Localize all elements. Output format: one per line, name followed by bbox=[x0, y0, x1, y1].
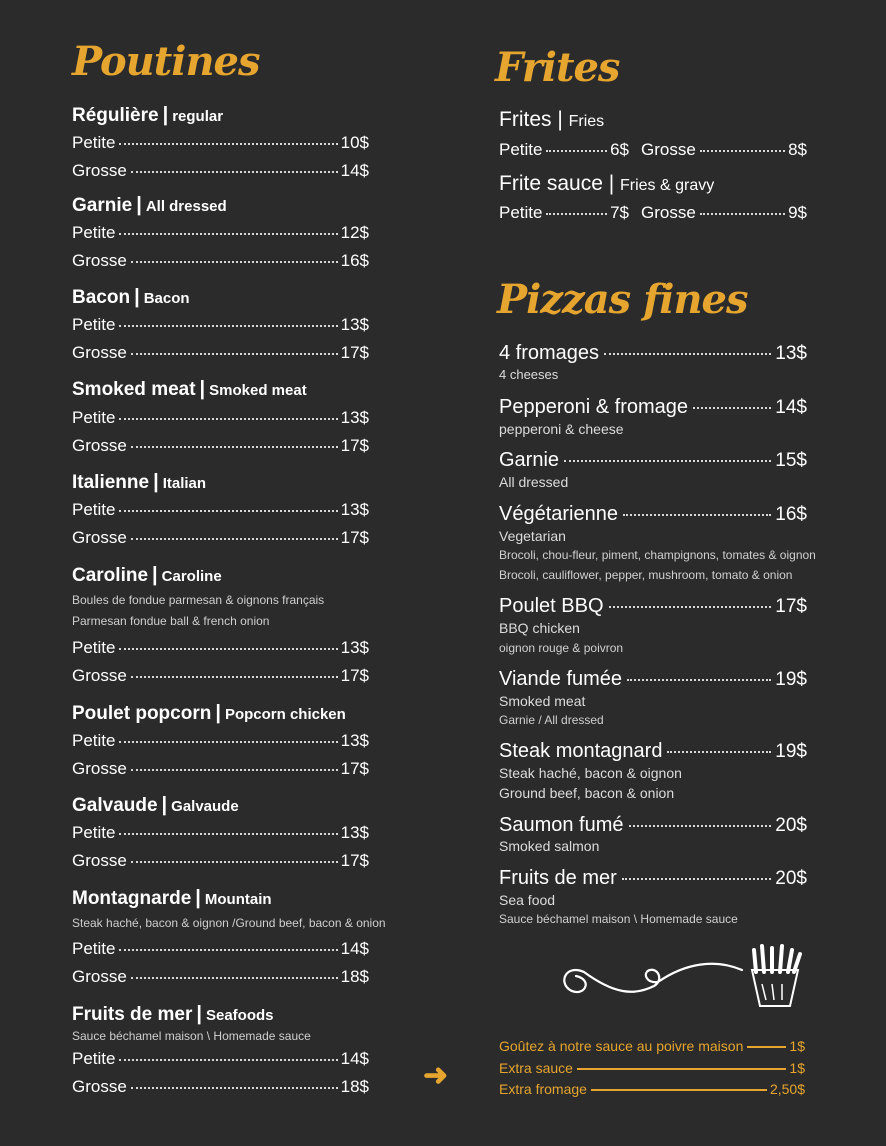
price-row bbox=[72, 823, 369, 843]
price: 13$ bbox=[340, 408, 369, 427]
size-label: Petite bbox=[499, 203, 543, 222]
size-label: Petite bbox=[72, 133, 116, 152]
price: 14$ bbox=[340, 161, 369, 180]
pizza-item bbox=[499, 449, 807, 472]
pizza-item bbox=[499, 668, 807, 691]
pizza-subtitle: BBQ chicken bbox=[499, 620, 580, 636]
size-label: Petite bbox=[499, 140, 543, 159]
pizza-name: Fruits de mer bbox=[499, 867, 617, 889]
price-row bbox=[72, 939, 369, 959]
price-row bbox=[72, 851, 369, 871]
pizza-subtitle: Ground beef, bacon & onion bbox=[499, 785, 675, 801]
price-row bbox=[72, 251, 369, 271]
price: 20$ bbox=[775, 815, 807, 836]
extra-row bbox=[499, 1060, 805, 1076]
price-row bbox=[72, 967, 369, 987]
item-name-en: Smoked meat bbox=[209, 382, 307, 399]
item-name-en: Popcorn chicken bbox=[224, 706, 346, 723]
pizza-name: Viande fumée bbox=[499, 668, 623, 690]
size-label: Grosse bbox=[72, 666, 127, 685]
pizza-item bbox=[499, 595, 807, 618]
price: 2,50$ bbox=[769, 1081, 805, 1097]
price: 13$ bbox=[340, 315, 369, 334]
poutine-item-fruits-de-mer: Fruits de mer | Seafoods bbox=[72, 1003, 274, 1025]
size-label: Grosse bbox=[72, 851, 127, 870]
pizza-name: 4 fromages bbox=[499, 342, 600, 364]
item-name-fr: Poulet popcorn bbox=[72, 703, 212, 724]
pizza-ingredients: Garnie / All dressed bbox=[499, 713, 604, 727]
pizza-subtitle: Smoked meat bbox=[499, 693, 586, 709]
item-name-fr: Garnie bbox=[72, 195, 133, 216]
size-label: Grosse bbox=[72, 967, 127, 986]
item-name-en: Caroline bbox=[161, 568, 222, 585]
poutine-item-galvaude: Galvaude | Galvaude bbox=[72, 794, 239, 816]
extra-label: Extra fromage bbox=[499, 1081, 587, 1097]
price: 20$ bbox=[775, 868, 807, 889]
price: 8$ bbox=[788, 140, 807, 159]
price: 17$ bbox=[340, 436, 369, 455]
price: 14$ bbox=[775, 397, 807, 418]
item-name-fr: Smoked meat bbox=[72, 379, 196, 400]
swirl-flourish-icon bbox=[554, 940, 810, 1010]
price-row bbox=[72, 731, 369, 751]
price-row bbox=[72, 500, 369, 520]
item-name-fr: Caroline bbox=[72, 565, 149, 586]
price-row bbox=[72, 638, 369, 658]
frites-price-row bbox=[499, 140, 807, 160]
extra-row bbox=[499, 1038, 805, 1054]
extra-label: Goûtez à notre sauce au poivre maison bbox=[499, 1038, 744, 1054]
size-label: Petite bbox=[72, 823, 116, 842]
price: 17$ bbox=[340, 528, 369, 547]
price-row bbox=[72, 315, 369, 335]
size-label: Petite bbox=[72, 731, 116, 750]
item-name-fr: Bacon bbox=[72, 287, 131, 308]
price: 18$ bbox=[340, 1077, 369, 1096]
item-name-fr: Régulière bbox=[72, 105, 159, 126]
pizza-item bbox=[499, 396, 807, 419]
price: 16$ bbox=[775, 504, 807, 525]
pizza-ingredients: oignon rouge & poivron bbox=[499, 641, 624, 655]
price-row bbox=[72, 436, 369, 456]
item-name-en: All dressed bbox=[145, 198, 227, 215]
pizza-name: Pepperoni & fromage bbox=[499, 396, 689, 418]
item-description: Steak haché, bacon & oignon /Ground beef, bacon & onion bbox=[72, 916, 386, 930]
size-label: Petite bbox=[72, 939, 116, 958]
price: 1$ bbox=[789, 1060, 805, 1076]
price: 10$ bbox=[340, 133, 369, 152]
price-row bbox=[72, 759, 369, 779]
pizza-subtitle: All dressed bbox=[499, 474, 569, 490]
pizza-subtitle: 4 cheeses bbox=[499, 367, 559, 382]
price-row bbox=[72, 133, 369, 153]
price-row bbox=[72, 343, 369, 363]
poutine-item-montagnarde: Montagnarde | Mountain bbox=[72, 887, 272, 909]
price: 12$ bbox=[340, 223, 369, 242]
poutine-item-bacon: Bacon | Bacon bbox=[72, 286, 190, 308]
poutine-item-italienne: Italienne | Italian bbox=[72, 471, 207, 493]
frites-title: Frites bbox=[495, 44, 620, 91]
price: 13$ bbox=[340, 638, 369, 657]
size-label: Grosse bbox=[72, 343, 127, 362]
item-name-fr: Italienne bbox=[72, 472, 150, 493]
size-label: Petite bbox=[72, 223, 116, 242]
price-row bbox=[72, 223, 369, 243]
price-row bbox=[72, 161, 369, 181]
item-name-fr: Frites bbox=[499, 108, 552, 131]
pizza-name: Saumon fumé bbox=[499, 814, 624, 836]
extra-label: Extra sauce bbox=[499, 1060, 573, 1076]
price: 13$ bbox=[340, 500, 369, 519]
price: 13$ bbox=[340, 731, 369, 750]
price: 16$ bbox=[340, 251, 369, 270]
price-row bbox=[72, 666, 369, 686]
item-name-en: Italian bbox=[162, 475, 207, 492]
pizza-ingredients: Sauce béchamel maison \ Homemade sauce bbox=[499, 912, 738, 926]
size-label: Petite bbox=[72, 638, 116, 657]
item-name-en: Fries bbox=[568, 113, 605, 130]
item-description: Parmesan fondue ball & french onion bbox=[72, 614, 270, 628]
size-label: Petite bbox=[72, 500, 116, 519]
frites-item-frites: Frites | Fries bbox=[499, 108, 605, 131]
poutine-item-caroline: Caroline | Caroline bbox=[72, 564, 222, 586]
size-label: Grosse bbox=[72, 759, 127, 778]
item-description: Boules de fondue parmesan & oignons français bbox=[72, 593, 325, 607]
size-label: Grosse bbox=[72, 1077, 127, 1096]
price: 18$ bbox=[340, 967, 369, 986]
poutine-item-poulet-popcorn: Poulet popcorn | Popcorn chicken bbox=[72, 702, 346, 724]
poutines-title: Poutines bbox=[72, 38, 260, 85]
fries-icon bbox=[752, 946, 800, 1006]
pizza-name: Garnie bbox=[499, 449, 560, 471]
pizza-item bbox=[499, 867, 807, 890]
poutine-item-smoked-meat: Smoked meat | Smoked meat bbox=[72, 378, 307, 400]
size-label: Grosse bbox=[641, 203, 696, 222]
pizza-item bbox=[499, 740, 807, 763]
pizza-subtitle: Sea food bbox=[499, 892, 556, 908]
price-row bbox=[72, 528, 369, 548]
item-name-en: Galvaude bbox=[171, 798, 239, 815]
item-name-en: regular bbox=[172, 108, 224, 125]
pizzas-title: Pizzas fines bbox=[497, 276, 748, 323]
price: 13$ bbox=[775, 343, 807, 364]
pizza-name: Végétarienne bbox=[499, 503, 618, 525]
pizza-item bbox=[499, 814, 807, 837]
price: 14$ bbox=[340, 1049, 369, 1068]
pizza-name: Steak montagnard bbox=[499, 740, 663, 762]
pizza-item bbox=[499, 503, 807, 526]
price-row bbox=[72, 1049, 369, 1069]
pizza-ingredients: Brocoli, chou-fleur, piment, champignons, tomates & oignon bbox=[499, 548, 816, 562]
size-label: Grosse bbox=[72, 528, 127, 547]
poutine-item-garnie: Garnie | All dressed bbox=[72, 194, 227, 216]
extra-row bbox=[499, 1081, 805, 1097]
pizza-subtitle: Smoked salmon bbox=[499, 838, 600, 854]
price: 6$ bbox=[610, 140, 629, 159]
price: 17$ bbox=[775, 596, 807, 617]
size-label: Grosse bbox=[641, 140, 696, 159]
price: 19$ bbox=[775, 741, 807, 762]
item-name-en: Bacon bbox=[143, 290, 190, 307]
item-name-fr: Galvaude bbox=[72, 795, 158, 816]
item-name-en: Fries & gravy bbox=[620, 177, 715, 194]
size-label: Grosse bbox=[72, 161, 127, 180]
price: 13$ bbox=[340, 823, 369, 842]
price: 17$ bbox=[340, 666, 369, 685]
size-label: Grosse bbox=[72, 436, 127, 455]
price: 7$ bbox=[610, 203, 629, 222]
size-label: Petite bbox=[72, 408, 116, 427]
price: 17$ bbox=[340, 851, 369, 870]
item-name-en: Mountain bbox=[204, 891, 272, 908]
frites-item-frite-sauce: Frite sauce | Fries & gravy bbox=[499, 172, 715, 195]
price: 1$ bbox=[789, 1038, 805, 1054]
size-label: Petite bbox=[72, 315, 116, 334]
price-row bbox=[72, 408, 369, 428]
price-row bbox=[72, 1077, 369, 1097]
poutine-item-reguliere: Régulière | regular bbox=[72, 104, 224, 126]
pizza-name: Poulet BBQ bbox=[499, 595, 604, 617]
pizza-subtitle: pepperoni & cheese bbox=[499, 421, 624, 437]
item-name-fr: Montagnarde bbox=[72, 888, 192, 909]
pizza-subtitle: Vegetarian bbox=[499, 528, 566, 544]
pizza-item bbox=[499, 342, 807, 365]
price: 19$ bbox=[775, 669, 807, 690]
price: 14$ bbox=[340, 939, 369, 958]
price: 9$ bbox=[788, 203, 807, 222]
item-description: Sauce béchamel maison \ Homemade sauce bbox=[72, 1029, 311, 1043]
price: 17$ bbox=[340, 343, 369, 362]
pizza-subtitle: Steak haché, bacon & oignon bbox=[499, 765, 682, 781]
item-name-fr: Fruits de mer bbox=[72, 1004, 193, 1025]
frites-price-row bbox=[499, 203, 807, 223]
item-name-fr: Frite sauce bbox=[499, 172, 603, 195]
size-label: Grosse bbox=[72, 251, 127, 270]
item-name-en: Seafoods bbox=[205, 1007, 274, 1024]
pizza-ingredients: Brocoli, cauliflower, pepper, mushroom, tomato & onion bbox=[499, 568, 793, 582]
price: 17$ bbox=[340, 759, 369, 778]
price: 15$ bbox=[775, 450, 807, 471]
size-label: Petite bbox=[72, 1049, 116, 1068]
arrow-right-icon: ➜ bbox=[423, 1059, 449, 1092]
